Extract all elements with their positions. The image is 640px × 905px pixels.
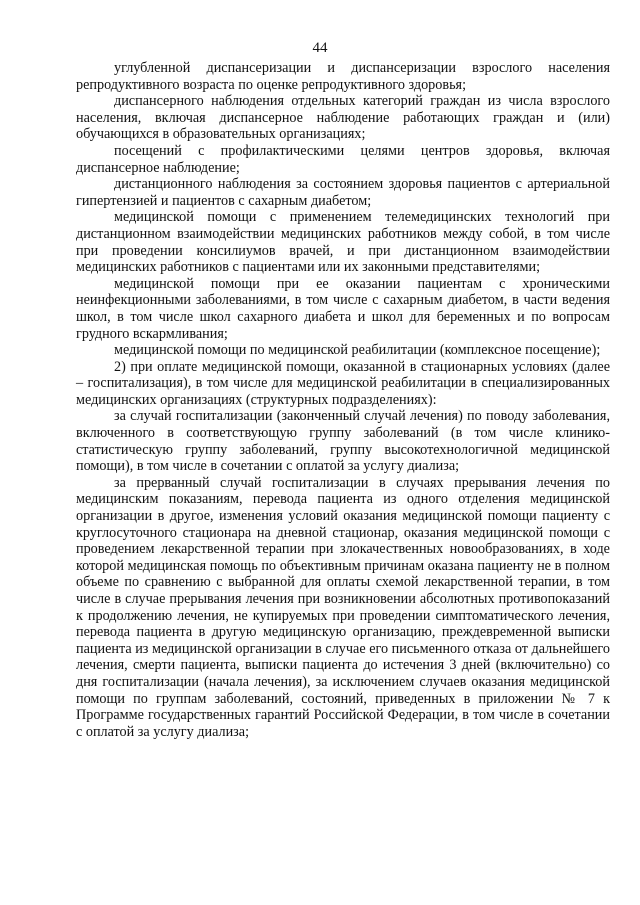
paragraph: медицинской помощи с применением телемедицинских технологий при дистанционном взаимодействии медицинских работников между собой, в том числе при проведении консилиумов врачей, и при дистанционном взаимодействии медицинских работников с пациентами или их законными представителями;: [76, 209, 610, 276]
paragraph: дистанционного наблюдения за состоянием здоровья пациентов с артериальной гипертензией и пациентов с сахарным диабетом;: [76, 176, 610, 209]
paragraph: 2) при оплате медицинской помощи, оказанной в стационарных условиях (далее – госпитализация), в том числе для медицинской реабилитации в специализированных медицинских организациях (структурных подразделениях):: [76, 358, 610, 408]
paragraph: медицинской помощи по медицинской реабилитации (комплексное посещение);: [114, 342, 601, 359]
paragraph: за прерванный случай госпитализации в случаях прерывания лечения по медицинским показаниям, перевода пациента из одного отделения медицинской организации в другое, изменения условий оказания медицинской помощи пациенту с круглосуточного стационара на дневной стационар, оказания медицинской помощи с проведением лекарственной терапии при злокачественных новообразованиях, в ходе которой медицинская помощь по объективным причинам оказана пациенту не в полном объеме по сравнению с выбранной для оплаты схемой лекарственной терапии, в том числе в случае прерывания лечения при возникновении абсолютных противопоказаний к продолжению лечения, не купируемых при проведении симптоматического лечения, перевода пациента в другую медицинскую организацию, преждевременной выписки пациента из медицинской организации в случае его письменного отказа от дальнейшего лечения, смерти пациента, выписки пациента до истечения 3 дней (включительно) со дня госпитализации (начала лечения), за исключением случаев оказания медицинской помощи по группам заболеваний, состояний, приведенных в приложении № 7 к Программе государственных гарантий Российской Федерации, в том числе в сочетании с оплатой за услугу диализа;: [76, 474, 610, 740]
page-number: 44: [312, 40, 328, 56]
document-body: [76, 60, 610, 740]
paragraph: диспансерного наблюдения отдельных категорий граждан из числа взрослого населения, включая диспансерное наблюдение работающих граждан и (или) обучающихся в образовательных организациях;: [76, 93, 610, 143]
paragraph: за случай госпитализации (законченный случай лечения) по поводу заболевания, включенного в соответствующую группу заболеваний (в том числе клинико-статистическую группу заболеваний, группу высокотехнологичной медицинской помощи), в том числе в сочетании с оплатой за услугу диализа;: [76, 408, 610, 475]
paragraph: медицинской помощи при ее оказании пациентам с хроническими неинфекционными заболеваниями, в том числе с сахарным диабетом, в части ведения школ, в том числе школ сахарного диабета и школ для беременных и по вопросам грудного вскармливания;: [76, 275, 610, 342]
paragraph: углубленной диспансеризации и диспансеризации взрослого населения репродуктивного возраста по оценке репродуктивного здоровья;: [76, 60, 610, 93]
paragraph: посещений с профилактическими целями центров здоровья, включая диспансерное наблюдение;: [76, 142, 610, 176]
